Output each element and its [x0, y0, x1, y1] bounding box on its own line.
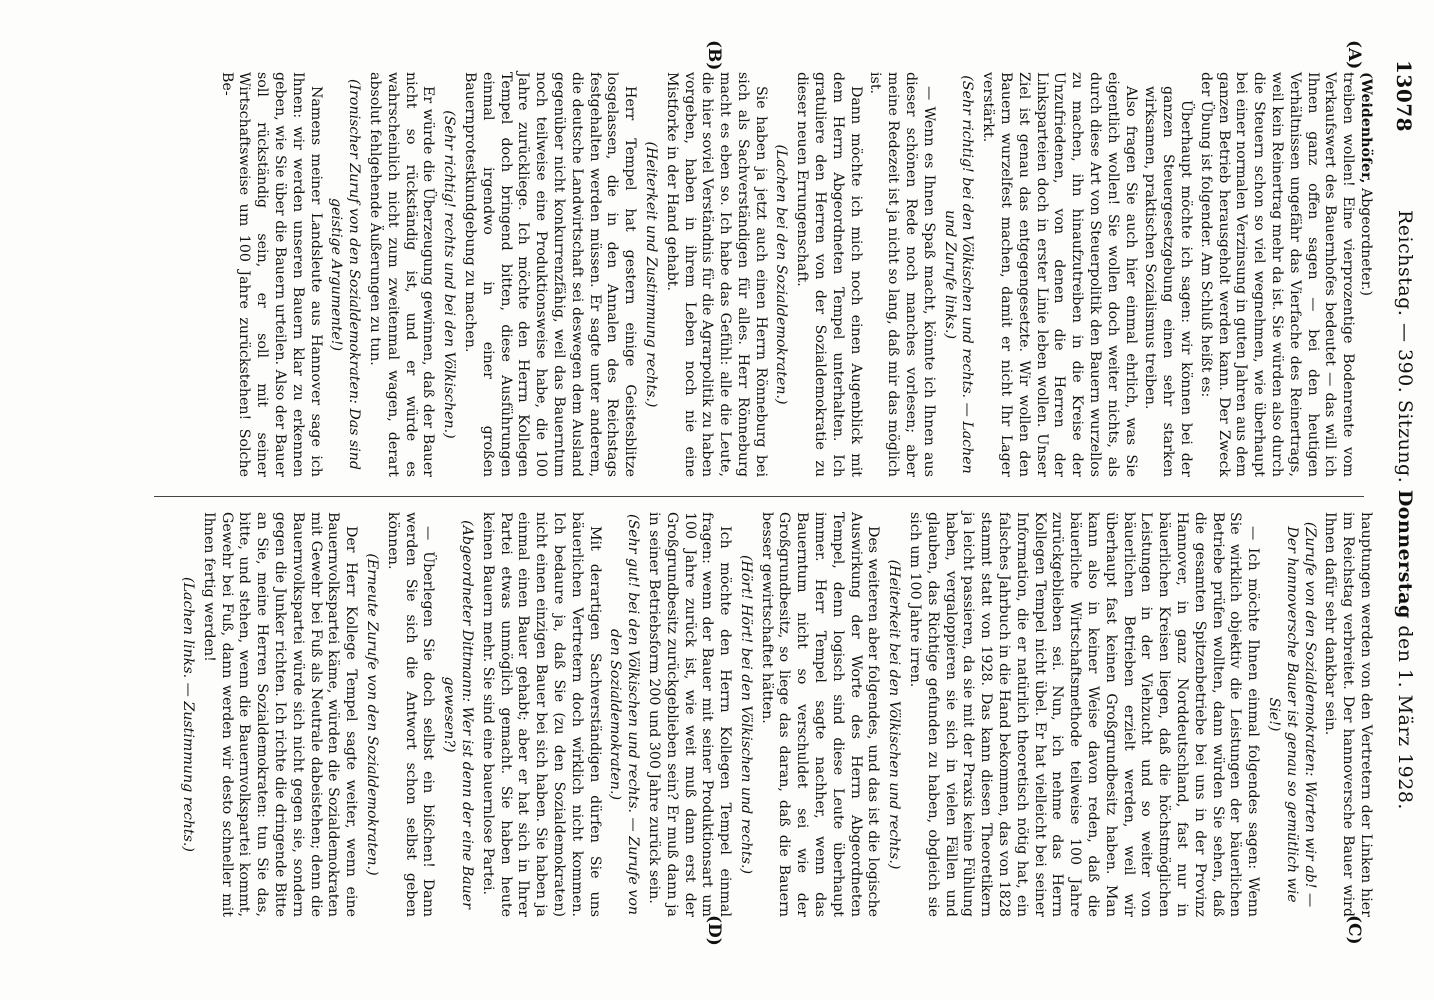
right-column	[175, 512, 1374, 917]
column-divider	[154, 496, 1364, 497]
paragraph: Namens meiner Landsleute aus Hannover sage ich Ihnen: wir werden unseren Bauern klar zu erkennen geben, wie Sie über die Bauern urteilen. Also der Bauer soll rückständig sein, er soll mit seiner Wirtschaftsweise um 100 Jahre zurückstehen! Solche Be-	[218, 72, 324, 477]
stage-direction: (Sehr richtig! bei den Völkischen und rechts. — Lachen und Zurufe links.)	[941, 75, 976, 474]
paragraph: Sie haben ja jetzt auch einen Herrn Rönneburg bei sich als Sachverständigen für alles. Herr Rönneburg macht es eben so. Ich habe das Gefühl: alle die Leute, die hier soviel Verständnis für die Agrarpolitik zu haben vorgeben, haben in ihrem Leben noch nie eine Mistforke in der Hand gehabt.	[663, 72, 769, 477]
quote: Überhaupt möchte ich sagen: wir können bei der ganzen Steuergesetzgebung einen sehr starken wirksamen, praktischen Sozialismus treiben.	[1142, 86, 1195, 477]
paragraph: — Überlegen Sie doch selbst ein bißchen! Dann werden Sie sich die Antwort schon selbst geben können.	[384, 512, 437, 917]
stage-direction: (Heiterkeit bei den Völkischen und rechts.)	[886, 559, 903, 870]
speaker-name: (Weidenhöfer,	[1358, 72, 1374, 184]
margin-label-a: (A)	[1344, 40, 1364, 70]
paragraph: Also fragen Sie auch hier einmal ehrlich, was Sie eigentlich wollen! Sie wollen doch weiter nichts, als durch diese Art von Steuerpolitik den Bauern wurzellos zu machen, ihn hinaufzutreiben in die Kreise der Unzufriedenen, von denen die Herren der Linksparteien doch in erster Linie leben wollen. Unser Ziel ist genau das entgegengesetzte. Wir wollen den Bauern wurzelfest machen, damit er nicht Ihr Lager verstärkt.	[980, 72, 1139, 477]
margin-label-b: (B)	[704, 40, 724, 71]
title-pre: Reichstag. — 390. Sitzung.	[1394, 210, 1416, 484]
paragraph: Dann möchte ich mich noch einen Augenblick mit dem Herrn Abgeordneten Tempel unterhalten. Ich gratuliere den Herren von der Sozialdemokratie zu dieser neuen Errungenschaft.	[794, 72, 864, 477]
stage-direction: (Ironischer Zuruf von den Sozialdemokraten: Das sind geistige Argumente!)	[328, 79, 363, 470]
paragraph: Mit derartigen Sachverständigen dürfen Sie uns bäuerlichen Vertretern doch wirklich nicht kommen. Ich bedaure ja, daß Sie (zu den Sozialdemokraten) nicht einen einzigen Bauer bei sich haben. Sie haben ja einmal einen Bauer gehabt; aber er hat sich in Ihrer Partei etwas unmöglich gemacht. Sie haben heute keinen Bauern mehr. Sie sind eine bauernlose Partei.	[479, 512, 603, 917]
stage-direction: (Zurufe von den Sozialdemokraten: Warten wir ab! — Der hannoversche Bauer ist genau so gemütlich wie Sie!)	[1266, 521, 1318, 908]
paragraph: Er würde die Überzeugung gewinnen, daß der Bauer nicht so rückständig ist, und er würde es wahrscheinlich nicht zum zweitenmal wagen, derart absolut fehlgehende Äußerungen zu tun.	[366, 72, 437, 477]
stage-direction: (Hört! Hört! bei den Völkischen und rechts.)	[737, 554, 754, 875]
paragraph: hauptungen werden von den Vertretern der Linken hier im Reichstag verbreitet. Der hannoversche Bauer wird Ihnen dafür sehr dankbar sein.	[1322, 512, 1374, 917]
title-day: Donnerstag	[1394, 489, 1416, 619]
stage-direction: (Heiterkeit und Zustimmung rechts.)	[642, 141, 659, 408]
page-title	[1394, 210, 1416, 810]
left-column	[215, 72, 1374, 477]
stage-direction: (Lachen bei den Sozialdemokraten.)	[773, 144, 790, 405]
stage-direction: (Abgeordneter Dittmann: Wer ist denn der eine Bauer gewesen?)	[441, 520, 475, 909]
margin-label-c: (C)	[1344, 915, 1364, 945]
paragraph: — Ich möchte Ihnen einmal folgendes sagen: Wenn Sie wirklich objektiv die Leistungen der bäuerlichen Betriebe prüfen wollten, dann würden Sie sehen, daß die gesamten Spitzenbetriebe bei uns in der Provinz Hannover, in ganz Norddeutschland, fast nur in bäuerlichen Kreisen liegen, daß die höchstmöglichen Leistungen in der Viehzucht und so weiter von bäuerlichen Betrieben erzielt werden, weil wir überhaupt fast keinen Großgrundbesitz haben. Man kann also in keiner Weise davon reden, daß die bäuerliche Wirtschaftsmethode teilweise 100 Jahre zurückgeblieben sei. Nun, ich nehme das Herrn Kollegen Tempel nicht übel. Er hat vielleicht bei seiner Information, die er natürlich theoretisch nötig hat, ein falsches Jahrbuch in die Hand bekommen, das von 1828 stammt statt von 1928. Das kann diesen Theoretikern ja leicht passieren, da sie mit der Praxis keine Fühlung haben, vergaloppieren sie sich in vielen Fällen und glauben, das Richtige gefunden zu haben, obgleich sie sich um 100 Jahre irren.	[907, 512, 1262, 917]
title-post: den 1. März 1928.	[1394, 625, 1416, 810]
page-header	[1386, 60, 1416, 940]
paragraph: — Wenn es Ihnen Spaß macht, könnte ich Ihnen aus dieser schönen Rede noch manches vorlesen; aber meine Redezeit ist ja nicht so lang, daß mir das möglich ist.	[867, 72, 937, 477]
paragraph	[1196, 72, 1374, 477]
paragraph-text: treiben wollen! Eine vierprozentige Bodenrente vom Verkaufswert des Bauernhofes bedeutet — das will ich Ihnen ganz offen sagen — bei den heutigen Verhältnissen ungefähr das Vierfache des Reinertrags, weil kein Reinertrag mehr da ist. Sie würden also durch die Steuern schon so viel wegnehmen, wie überhaupt bei einer normalen Verzinsung in guten Jahren aus dem ganzen Betrieb herausgeholt werden kann. Der Zweck der Übung ist folgender. Am Schluß heißt es:	[1197, 72, 1357, 477]
paragraph: Der Herr Kollege Tempel sagte weiter, wenn eine Bauernvolkspartei käme, würden die Sozialdemokraten mit Gewehr bei Fuß als Neutrale dabeistehen; denn die Bauernvolkspartei würde sich nicht gegen sie, sondern gegen die Junker richten. Ich richte die dringende Bitte an Sie, meine Herren Sozialdemokraten: tun Sie das, bitte, und stehen, wenn die Bauernvolkspartei kommt, Gewehr bei Fuß, dann werden wir desto schneller mit Ihnen fertig werden!	[200, 512, 360, 917]
stage-direction: (Lachen links. — Zustimmung rechts.)	[180, 577, 196, 852]
paragraph: Ich möchte den Herrn Kollegen Tempel einmal fragen: wenn der Bauer mit seiner Produktionsart um 100 Jahre zurück ist, wie weit muß dann erst der Großgrundbesitz zurückgeblieben sein? Er muß dann ja in seiner Betriebsform 200 und 300 Jahre zurück sein.	[645, 512, 734, 917]
stage-direction: (Erneute Zurufe von den Sozialdemokraten.)	[363, 553, 380, 876]
stage-direction: (Sehr gut! bei den Völkischen und rechts. — Zurufe von den Sozialdemokraten.)	[607, 513, 642, 916]
speaker-role: Abgeordneter.)	[1358, 187, 1374, 297]
stage-direction: (Sehr richtig! rechts und bei den Völkischen.)	[441, 110, 458, 439]
page-number: 13078	[1392, 60, 1416, 133]
margin-label-d: (D)	[704, 915, 724, 946]
paragraph: Des weiteren aber folgendes, und das ist die logische Auswirkung der Worte des Herrn Abgeordneten Tempel, denn logisch sind diese Leute überhaupt immer. Herr Tempel sagte nachher, wenn das Bauerntum nicht so verschuldet sei wie der Großgrundbesitz, so liege das daran, daß die Bauern besser gewirtschaftet hätten.	[758, 512, 882, 917]
paragraph: Herr Tempel hat gestern einige Geistesblitze losgelassen, die in den Annalen des Reichstags festgehalten werden müssen. Er sagte unter anderem, die deutsche Landwirtschaft sei deswegen dem Ausland gegenüber nicht konkurrenzfähig, weil das Bauerntum noch teilweise eine Produktionsweise habe, die 100 Jahre zurückliege. Ich möchte den Herrn Kollegen Tempel doch bringend bitten, diese Ausführungen einmal irgendwo in einer großen Bauernprotestkundgebung zu machen.	[461, 72, 639, 477]
